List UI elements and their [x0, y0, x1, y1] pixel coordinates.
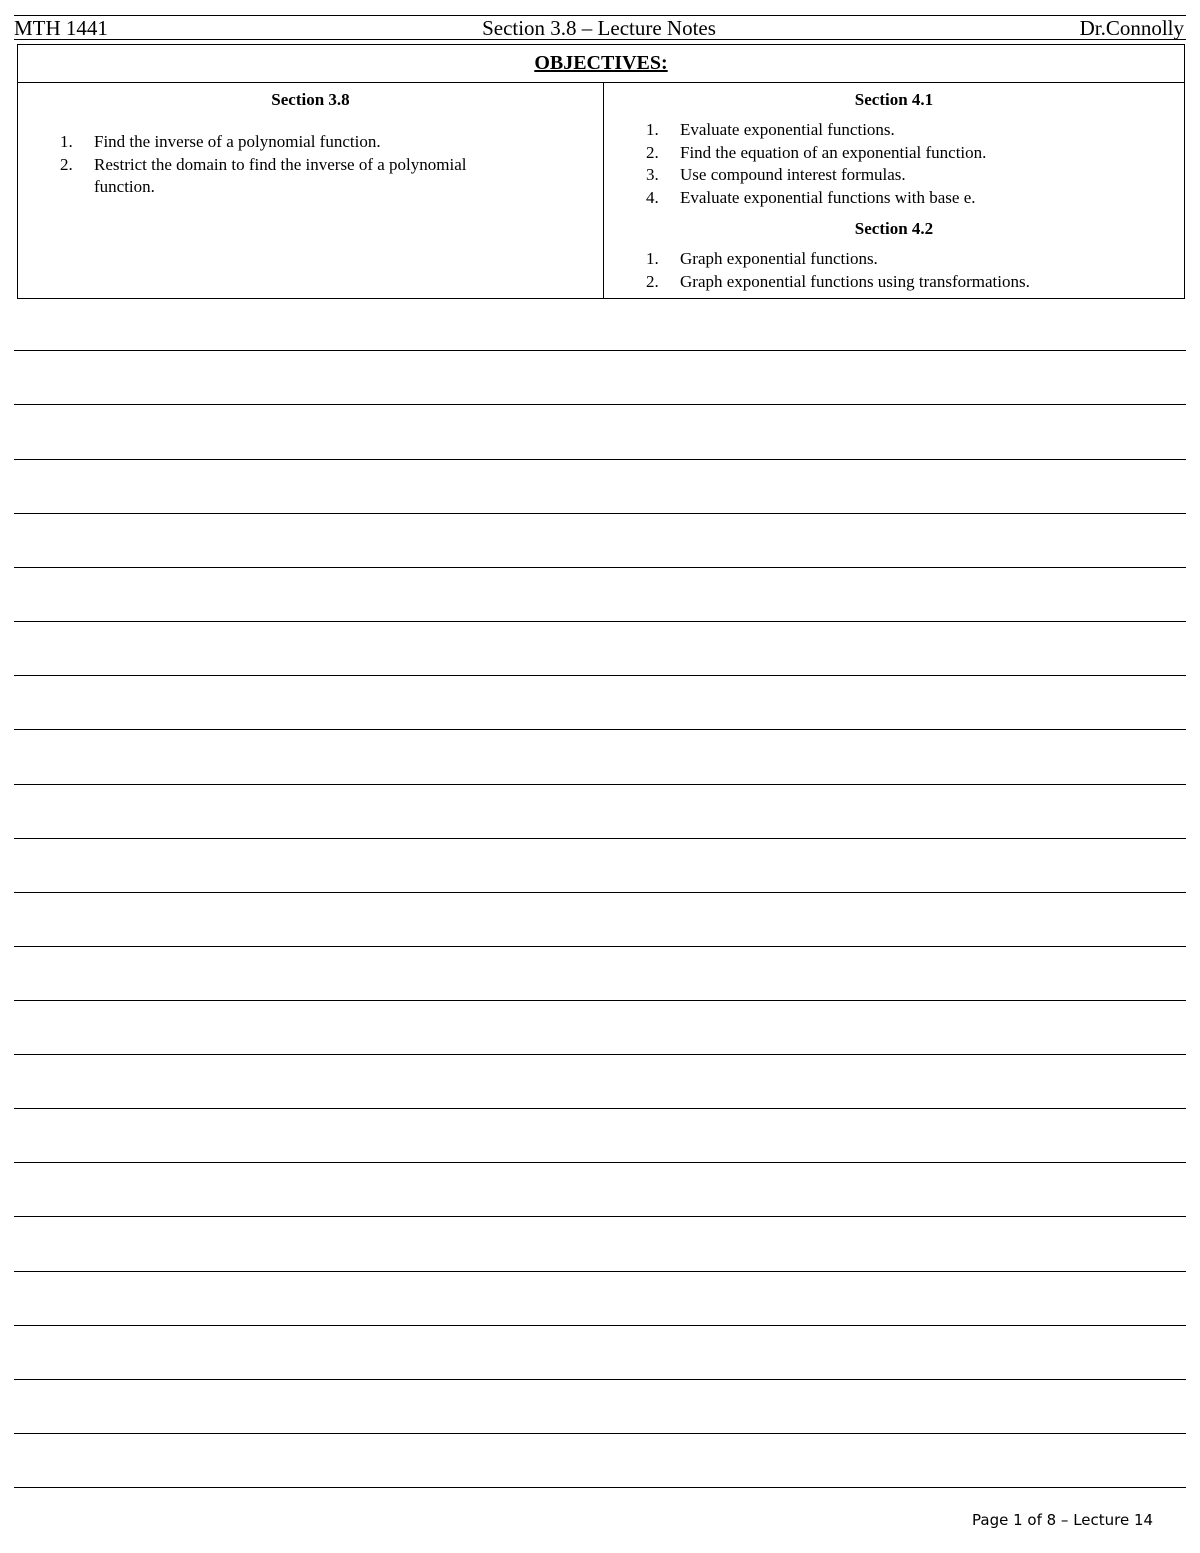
note-line: [14, 459, 1186, 460]
note-line: [14, 1487, 1186, 1488]
list-item: [604, 187, 1184, 210]
note-line: [14, 350, 1186, 351]
section-4-1-title: Section 4.1: [854, 90, 934, 109]
list-number: 1.: [60, 132, 73, 151]
list-item-text: Restrict the domain to find the inverse of a polynomial function.: [94, 154, 467, 196]
list-item: [604, 248, 1184, 271]
note-line: [14, 513, 1186, 514]
list-number: 3.: [646, 165, 659, 184]
page-header: [14, 15, 1184, 41]
list-item: [604, 119, 1184, 142]
objectives-left-column: [18, 83, 604, 298]
section-3-8-list: [18, 131, 523, 199]
note-line: [14, 567, 1186, 568]
note-line: [14, 892, 1186, 893]
section-4-2-list: [604, 248, 1184, 293]
objectives-right-column: [604, 83, 1184, 298]
header-bottom-rule: [14, 39, 1186, 40]
list-item-text: Find the inverse of a polynomial function.: [94, 132, 381, 151]
note-line: [14, 729, 1186, 730]
list-number: 2.: [646, 271, 659, 291]
objectives-box: [17, 44, 1185, 299]
course-code: MTH 1441: [14, 16, 108, 40]
note-line: [14, 1216, 1186, 1217]
list-item: [604, 271, 1184, 294]
objectives-heading: OBJECTIVES:: [18, 45, 1184, 83]
note-line: [14, 1433, 1186, 1434]
section-4-2-title: Section 4.2: [854, 219, 934, 238]
section-4-1-list: [604, 119, 1184, 209]
list-number: 1.: [646, 120, 659, 139]
instructor-name: Dr.Connolly: [1079, 16, 1184, 40]
list-item: [604, 164, 1184, 187]
note-line: [14, 1162, 1186, 1163]
list-item: [604, 142, 1184, 165]
note-line: [14, 1379, 1186, 1380]
objectives-columns: [18, 83, 1184, 298]
list-item-text: Evaluate exponential functions with base e.: [680, 187, 976, 207]
note-line: [14, 838, 1186, 839]
section-3-8-title: Section 3.8: [271, 90, 350, 109]
note-line: [14, 1271, 1186, 1272]
list-number: 1.: [646, 249, 659, 268]
list-item: [18, 154, 523, 199]
list-item: [18, 131, 523, 154]
list-item-text: Evaluate exponential functions.: [680, 120, 895, 139]
list-item-text: Graph exponential functions.: [680, 249, 878, 268]
note-line: [14, 404, 1186, 405]
note-line: [14, 1325, 1186, 1326]
note-line: [14, 675, 1186, 676]
note-line: [14, 1054, 1186, 1055]
document-title: Section 3.8 – Lecture Notes: [482, 16, 716, 40]
list-item-text: Use compound interest formulas.: [680, 165, 906, 184]
note-line: [14, 621, 1186, 622]
note-line: [14, 946, 1186, 947]
list-item-text: Find the equation of an exponential function.: [680, 142, 987, 162]
note-line: [14, 784, 1186, 785]
note-line: [14, 1108, 1186, 1109]
list-item-text: Graph exponential functions using transformations.: [680, 271, 1030, 291]
list-number: 4.: [646, 187, 659, 207]
list-number: 2.: [60, 154, 73, 174]
page-footer: Page 1 of 8 – Lecture 14: [972, 1511, 1154, 1529]
list-number: 2.: [646, 142, 659, 162]
note-line: [14, 1000, 1186, 1001]
